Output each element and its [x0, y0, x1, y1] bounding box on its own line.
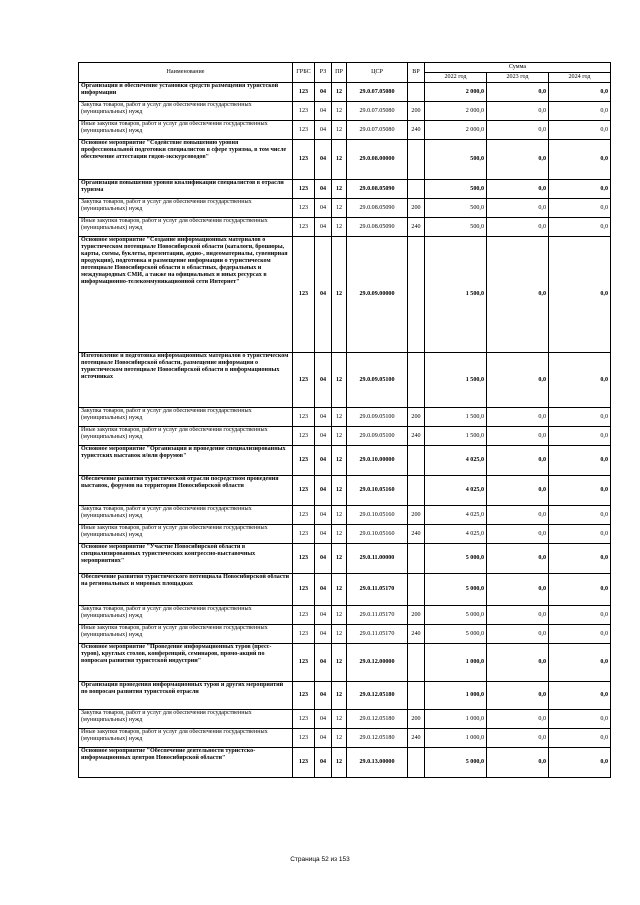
cell-csr: 29.0.13.00000 — [347, 748, 408, 778]
cell-vr: 200 — [408, 102, 425, 121]
cell-sum-2024: 0,0 — [549, 644, 611, 682]
cell-csr: 29.0.07.05080 — [347, 121, 408, 140]
cell-name: Закупка товаров, работ и услуг для обеспечения государственных (муниципальных) нужд — [79, 199, 293, 218]
cell-vr — [408, 446, 425, 476]
cell-grbs: 123 — [293, 199, 315, 218]
cell-sum-2023: 0,0 — [487, 574, 549, 606]
cell-vr: 200 — [408, 506, 425, 525]
cell-grbs: 123 — [293, 625, 315, 644]
cell-name: Закупка товаров, работ и услуг для обеспечения государственных (муниципальных) нужд — [79, 408, 293, 427]
cell-pr: 12 — [332, 121, 347, 140]
page-number: Страница 52 из 153 — [290, 856, 350, 863]
table-header — [79, 63, 611, 83]
cell-rz: 04 — [315, 625, 332, 644]
cell-sum-2023: 0,0 — [487, 644, 549, 682]
cell-pr: 12 — [332, 218, 347, 237]
table-row — [79, 199, 611, 218]
cell-sum-2024: 0,0 — [549, 140, 611, 180]
cell-sum-2024: 0,0 — [549, 446, 611, 476]
header-year-2023: 2023 год — [487, 73, 549, 83]
cell-csr: 29.0.12.00000 — [347, 644, 408, 682]
header-name: Наименование — [79, 63, 293, 83]
cell-sum-2023: 0,0 — [487, 748, 549, 778]
cell-rz: 04 — [315, 408, 332, 427]
cell-csr: 29.0.07.05080 — [347, 102, 408, 121]
cell-name: Закупка товаров, работ и услуг для обеспечения государственных (муниципальных) нужд — [79, 506, 293, 525]
cell-pr: 12 — [332, 544, 347, 574]
cell-sum-2022: 2 000,0 — [425, 102, 487, 121]
cell-pr: 12 — [332, 408, 347, 427]
table-row — [79, 237, 611, 353]
table-row — [79, 506, 611, 525]
table-row — [79, 544, 611, 574]
cell-sum-2023: 0,0 — [487, 199, 549, 218]
cell-sum-2023: 0,0 — [487, 506, 549, 525]
cell-name: Основное мероприятие "Участие Новосибирской области в специализированных туристических конгрессно-выставочных мероприятиях" — [79, 544, 293, 574]
cell-csr: 29.0.08.05090 — [347, 180, 408, 199]
cell-csr: 29.0.08.00000 — [347, 140, 408, 180]
cell-grbs: 123 — [293, 427, 315, 446]
cell-pr: 12 — [332, 83, 347, 102]
cell-rz: 04 — [315, 140, 332, 180]
cell-sum-2023: 0,0 — [487, 446, 549, 476]
cell-csr: 29.0.10.05160 — [347, 476, 408, 506]
cell-rz: 04 — [315, 506, 332, 525]
cell-pr: 12 — [332, 353, 347, 408]
table-row — [79, 710, 611, 729]
cell-csr: 29.0.10.05160 — [347, 506, 408, 525]
cell-csr: 29.0.12.05180 — [347, 682, 408, 710]
table-body — [79, 83, 611, 778]
cell-grbs: 123 — [293, 140, 315, 180]
cell-grbs: 123 — [293, 121, 315, 140]
cell-csr: 29.0.09.05100 — [347, 353, 408, 408]
cell-grbs: 123 — [293, 606, 315, 625]
cell-sum-2022: 4 025,0 — [425, 446, 487, 476]
cell-vr: 240 — [408, 427, 425, 446]
cell-csr: 29.0.10.00000 — [347, 446, 408, 476]
cell-sum-2022: 5 000,0 — [425, 606, 487, 625]
cell-vr — [408, 237, 425, 353]
header-pr: ПР — [332, 63, 347, 83]
table-row — [79, 83, 611, 102]
cell-sum-2024: 0,0 — [549, 574, 611, 606]
cell-grbs: 123 — [293, 748, 315, 778]
table-row — [79, 427, 611, 446]
cell-sum-2022: 5 000,0 — [425, 544, 487, 574]
cell-sum-2024: 0,0 — [549, 525, 611, 544]
cell-name: Организация проведения информационных туров и других мероприятий по вопросам развития туристской отрасли — [79, 682, 293, 710]
cell-csr: 29.0.08.05090 — [347, 199, 408, 218]
cell-sum-2022: 1 500,0 — [425, 237, 487, 353]
cell-vr: 200 — [408, 199, 425, 218]
cell-sum-2022: 2 000,0 — [425, 121, 487, 140]
cell-rz: 04 — [315, 729, 332, 748]
table-row — [79, 446, 611, 476]
cell-grbs: 123 — [293, 544, 315, 574]
cell-pr: 12 — [332, 140, 347, 180]
table-row — [79, 140, 611, 180]
cell-grbs: 123 — [293, 408, 315, 427]
cell-name: Обеспечение развития туристического потенциала Новосибирской области на региональных и мировых площадках — [79, 574, 293, 606]
cell-csr: 29.0.09.00000 — [347, 237, 408, 353]
cell-sum-2024: 0,0 — [549, 199, 611, 218]
cell-csr: 29.0.08.05090 — [347, 218, 408, 237]
cell-sum-2024: 0,0 — [549, 606, 611, 625]
cell-name: Иные закупки товаров, работ и услуг для обеспечения государственных (муниципальных) нужд — [79, 525, 293, 544]
cell-csr: 29.0.11.05170 — [347, 606, 408, 625]
cell-sum-2024: 0,0 — [549, 218, 611, 237]
cell-sum-2022: 1 000,0 — [425, 729, 487, 748]
cell-sum-2024: 0,0 — [549, 476, 611, 506]
cell-rz: 04 — [315, 644, 332, 682]
header-rz: РЗ — [315, 63, 332, 83]
cell-sum-2024: 0,0 — [549, 427, 611, 446]
cell-sum-2024: 0,0 — [549, 237, 611, 353]
cell-pr: 12 — [332, 446, 347, 476]
table-row — [79, 748, 611, 778]
cell-pr: 12 — [332, 606, 347, 625]
cell-name: Закупка товаров, работ и услуг для обеспечения государственных (муниципальных) нужд — [79, 606, 293, 625]
cell-sum-2023: 0,0 — [487, 729, 549, 748]
cell-csr: 29.0.11.00000 — [347, 544, 408, 574]
cell-rz: 04 — [315, 574, 332, 606]
cell-pr: 12 — [332, 102, 347, 121]
cell-grbs: 123 — [293, 644, 315, 682]
cell-sum-2024: 0,0 — [549, 729, 611, 748]
cell-vr: 240 — [408, 729, 425, 748]
cell-rz: 04 — [315, 682, 332, 710]
cell-sum-2024: 0,0 — [549, 353, 611, 408]
cell-sum-2024: 0,0 — [549, 408, 611, 427]
header-csr: ЦСР — [347, 63, 408, 83]
cell-vr — [408, 682, 425, 710]
cell-grbs: 123 — [293, 476, 315, 506]
cell-rz: 04 — [315, 121, 332, 140]
cell-sum-2023: 0,0 — [487, 606, 549, 625]
cell-grbs: 123 — [293, 729, 315, 748]
table-row — [79, 729, 611, 748]
cell-vr — [408, 180, 425, 199]
cell-vr — [408, 748, 425, 778]
cell-csr: 29.0.10.05160 — [347, 525, 408, 544]
cell-vr — [408, 574, 425, 606]
cell-sum-2024: 0,0 — [549, 625, 611, 644]
table-row — [79, 218, 611, 237]
cell-pr: 12 — [332, 574, 347, 606]
cell-grbs: 123 — [293, 83, 315, 102]
cell-sum-2024: 0,0 — [549, 506, 611, 525]
cell-sum-2022: 1 000,0 — [425, 682, 487, 710]
cell-name: Основное мероприятие "Обеспечение деятельности туристско-информационных центров Новосибирской области" — [79, 748, 293, 778]
header-vr: ВР — [408, 63, 425, 83]
table-row — [79, 121, 611, 140]
cell-vr: 240 — [408, 525, 425, 544]
table-row — [79, 102, 611, 121]
cell-sum-2023: 0,0 — [487, 427, 549, 446]
cell-pr: 12 — [332, 506, 347, 525]
cell-vr: 200 — [408, 606, 425, 625]
cell-name: Закупка товаров, работ и услуг для обеспечения государственных (муниципальных) нужд — [79, 710, 293, 729]
cell-sum-2023: 0,0 — [487, 237, 549, 353]
cell-rz: 04 — [315, 476, 332, 506]
cell-sum-2023: 0,0 — [487, 408, 549, 427]
cell-name: Закупка товаров, работ и услуг для обеспечения государственных (муниципальных) нужд — [79, 102, 293, 121]
cell-rz: 04 — [315, 218, 332, 237]
cell-sum-2024: 0,0 — [549, 180, 611, 199]
cell-sum-2023: 0,0 — [487, 710, 549, 729]
cell-name: Изготовление и подготовка информационных материалов о туристическом потенциале Новосибирской области, размещение информации о туристическом потенциале Новосибирской области в информационных источниках — [79, 353, 293, 408]
cell-sum-2022: 500,0 — [425, 140, 487, 180]
cell-pr: 12 — [332, 237, 347, 353]
cell-sum-2022: 4 025,0 — [425, 506, 487, 525]
cell-sum-2022: 1 500,0 — [425, 353, 487, 408]
cell-vr — [408, 140, 425, 180]
cell-pr: 12 — [332, 644, 347, 682]
cell-sum-2022: 1 500,0 — [425, 427, 487, 446]
cell-name: Обеспечение развития туристической отрасли посредством проведения выставок, форумов на территории Новосибирской области — [79, 476, 293, 506]
cell-sum-2023: 0,0 — [487, 682, 549, 710]
cell-sum-2023: 0,0 — [487, 218, 549, 237]
cell-sum-2024: 0,0 — [549, 682, 611, 710]
cell-name: Иные закупки товаров, работ и услуг для обеспечения государственных (муниципальных) нужд — [79, 427, 293, 446]
cell-vr: 240 — [408, 121, 425, 140]
cell-sum-2024: 0,0 — [549, 121, 611, 140]
cell-grbs: 123 — [293, 506, 315, 525]
cell-vr: 200 — [408, 710, 425, 729]
table-row — [79, 408, 611, 427]
table-row — [79, 353, 611, 408]
cell-sum-2023: 0,0 — [487, 476, 549, 506]
table-row — [79, 525, 611, 544]
table-row — [79, 180, 611, 199]
cell-rz: 04 — [315, 427, 332, 446]
cell-name: Иные закупки товаров, работ и услуг для обеспечения государственных (муниципальных) нужд — [79, 218, 293, 237]
table-row — [79, 625, 611, 644]
cell-grbs: 123 — [293, 353, 315, 408]
cell-sum-2023: 0,0 — [487, 353, 549, 408]
table-row — [79, 606, 611, 625]
cell-csr: 29.0.12.05180 — [347, 729, 408, 748]
cell-name: Иные закупки товаров, работ и услуг для обеспечения государственных (муниципальных) нужд — [79, 121, 293, 140]
cell-pr: 12 — [332, 710, 347, 729]
budget-table — [78, 62, 611, 778]
cell-sum-2022: 5 000,0 — [425, 574, 487, 606]
cell-grbs: 123 — [293, 574, 315, 606]
cell-pr: 12 — [332, 729, 347, 748]
cell-sum-2022: 5 000,0 — [425, 748, 487, 778]
cell-grbs: 123 — [293, 102, 315, 121]
cell-vr: 200 — [408, 408, 425, 427]
cell-sum-2023: 0,0 — [487, 180, 549, 199]
cell-name: Основное мероприятие "Содействие повышению уровня профессиональной подготовки специалистов в сфере туризма, в том числе обеспечение аттестации гидов-экскурсоводов" — [79, 140, 293, 180]
cell-sum-2024: 0,0 — [549, 102, 611, 121]
cell-grbs: 123 — [293, 710, 315, 729]
cell-csr: 29.0.09.05100 — [347, 408, 408, 427]
cell-grbs: 123 — [293, 180, 315, 199]
cell-grbs: 123 — [293, 237, 315, 353]
cell-rz: 04 — [315, 525, 332, 544]
cell-sum-2022: 500,0 — [425, 218, 487, 237]
cell-sum-2023: 0,0 — [487, 544, 549, 574]
table-row — [79, 644, 611, 682]
header-grbs: ГРБС — [293, 63, 315, 83]
cell-sum-2022: 4 025,0 — [425, 525, 487, 544]
cell-csr: 29.0.11.05170 — [347, 625, 408, 644]
cell-csr: 29.0.09.05100 — [347, 427, 408, 446]
cell-csr: 29.0.11.05170 — [347, 574, 408, 606]
table-row — [79, 574, 611, 606]
cell-sum-2022: 1 000,0 — [425, 710, 487, 729]
cell-name: Организация повышения уровня квалификации специалистов в отрасли туризма — [79, 180, 293, 199]
cell-name: Основное мероприятие "Создание информационных материалов о туристическом потенциале Новосибирской области (каталоги, брошюры, карты, схемы, буклеты, презентации, аудио-, видеоматериалы, сувенирная продукция), подготовка и размещение информации о туристическом потенциале Новосибирской области в областных, федеральных и международных СМИ, а также на официальных и иных ресурсах в информационно-телекоммуникационной сети Интернет" — [79, 237, 293, 353]
cell-grbs: 123 — [293, 525, 315, 544]
cell-sum-2023: 0,0 — [487, 102, 549, 121]
cell-csr: 29.0.12.05180 — [347, 710, 408, 729]
cell-sum-2022: 5 000,0 — [425, 625, 487, 644]
cell-rz: 04 — [315, 710, 332, 729]
cell-sum-2022: 1 500,0 — [425, 408, 487, 427]
header-year-2024: 2024 год — [549, 73, 611, 83]
cell-vr: 240 — [408, 625, 425, 644]
cell-sum-2023: 0,0 — [487, 121, 549, 140]
cell-vr — [408, 476, 425, 506]
cell-rz: 04 — [315, 180, 332, 199]
cell-sum-2023: 0,0 — [487, 83, 549, 102]
cell-pr: 12 — [332, 682, 347, 710]
header-sum: Сумма — [425, 63, 611, 73]
cell-pr: 12 — [332, 199, 347, 218]
cell-grbs: 123 — [293, 218, 315, 237]
cell-sum-2024: 0,0 — [549, 544, 611, 574]
cell-sum-2024: 0,0 — [549, 710, 611, 729]
cell-rz: 04 — [315, 83, 332, 102]
cell-pr: 12 — [332, 525, 347, 544]
cell-rz: 04 — [315, 199, 332, 218]
cell-rz: 04 — [315, 606, 332, 625]
cell-pr: 12 — [332, 748, 347, 778]
cell-sum-2022: 500,0 — [425, 199, 487, 218]
cell-pr: 12 — [332, 625, 347, 644]
cell-rz: 04 — [315, 237, 332, 353]
cell-sum-2023: 0,0 — [487, 525, 549, 544]
cell-name: Иные закупки товаров, работ и услуг для обеспечения государственных (муниципальных) нужд — [79, 625, 293, 644]
cell-vr: 240 — [408, 218, 425, 237]
cell-rz: 04 — [315, 353, 332, 408]
cell-sum-2023: 0,0 — [487, 140, 549, 180]
cell-pr: 12 — [332, 180, 347, 199]
cell-name: Основное мероприятие "Проведение информационных туров (пресс-туров), круглых столов, конференций, семинаров, промо-акций по вопросам развития туристской индустрии" — [79, 644, 293, 682]
cell-vr — [408, 83, 425, 102]
cell-rz: 04 — [315, 102, 332, 121]
cell-sum-2022: 2 000,0 — [425, 83, 487, 102]
cell-name: Иные закупки товаров, работ и услуг для обеспечения государственных (муниципальных) нужд — [79, 729, 293, 748]
cell-sum-2024: 0,0 — [549, 83, 611, 102]
cell-sum-2022: 4 025,0 — [425, 476, 487, 506]
cell-grbs: 123 — [293, 446, 315, 476]
cell-sum-2022: 500,0 — [425, 180, 487, 199]
cell-vr — [408, 644, 425, 682]
cell-sum-2022: 1 000,0 — [425, 644, 487, 682]
cell-vr — [408, 353, 425, 408]
cell-csr: 29.0.07.05080 — [347, 83, 408, 102]
cell-name: Основное мероприятие "Организация и проведение специализированных туристских выставок и/или форумов" — [79, 446, 293, 476]
cell-sum-2024: 0,0 — [549, 748, 611, 778]
cell-name: Организация и обеспечение установки средств размещения туристской информации — [79, 83, 293, 102]
cell-rz: 04 — [315, 748, 332, 778]
cell-rz: 04 — [315, 544, 332, 574]
table-row — [79, 682, 611, 710]
table-row — [79, 476, 611, 506]
cell-rz: 04 — [315, 446, 332, 476]
cell-grbs: 123 — [293, 682, 315, 710]
header-year-2022: 2022 год — [425, 73, 487, 83]
cell-sum-2023: 0,0 — [487, 625, 549, 644]
cell-pr: 12 — [332, 427, 347, 446]
cell-vr — [408, 544, 425, 574]
cell-pr: 12 — [332, 476, 347, 506]
